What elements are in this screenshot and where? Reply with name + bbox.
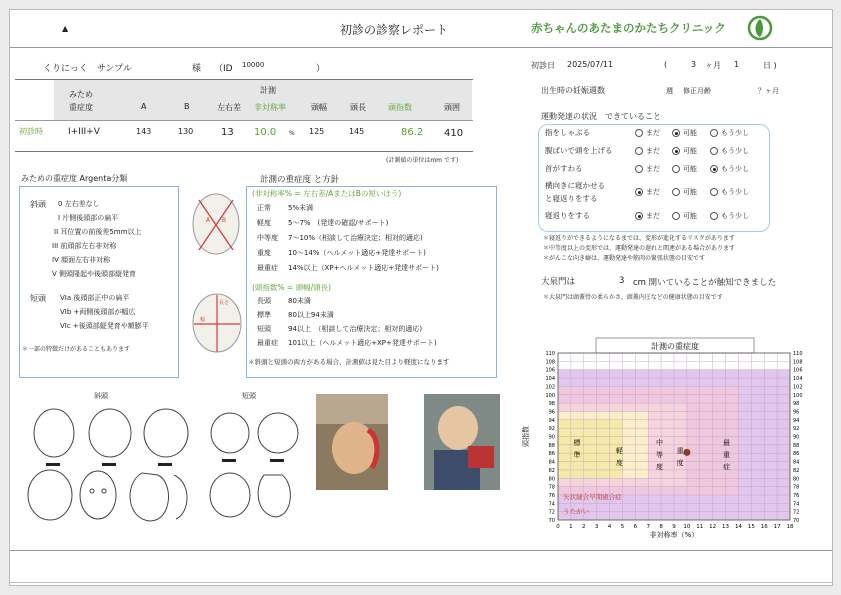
col-index: 頭指数 xyxy=(388,103,412,112)
radio-icon[interactable] xyxy=(710,165,718,173)
radio-icon[interactable] xyxy=(672,188,680,196)
dev-option-0-0[interactable] xyxy=(635,128,660,138)
col-mitame: みため xyxy=(69,90,93,99)
x-tick-4: 4 xyxy=(607,524,612,530)
dev-option-0-1[interactable] xyxy=(672,128,697,138)
zone-label-2-2: 度 xyxy=(655,462,663,471)
x-axis-label: 非対称率（%） xyxy=(649,531,699,539)
x-tick-11: 11 xyxy=(696,524,704,530)
radio-icon[interactable] xyxy=(672,129,680,137)
drawing-caption-tantou: 短頭 xyxy=(242,392,256,400)
dev-note-2: ＊がんこな向き癖は、運動発達や筋肉の緊張状態の目安です xyxy=(543,255,706,262)
age-day-unit: 日 ) xyxy=(763,61,777,70)
age-open: ( xyxy=(664,60,668,69)
index-term-0: 長頭 xyxy=(257,297,271,305)
zone-label-2-0: 中 xyxy=(655,438,663,447)
tantou-item-2: VIc +後頭部縦発育や額膨平 xyxy=(60,322,149,330)
asym-term-2: 中等度 xyxy=(257,234,278,242)
y-tick-left-2: 74 xyxy=(548,501,555,508)
x-tick-10: 10 xyxy=(683,524,691,530)
y-tick-right-19: 108 xyxy=(793,359,803,366)
photo-baby-profile xyxy=(424,394,500,490)
y-tick-left-12: 94 xyxy=(548,417,555,424)
keisoku-title: 計測の重症度 と方針 xyxy=(260,175,340,185)
gestation-label: 出生時の妊娠週数 xyxy=(541,86,605,95)
col-severity: 重症度 xyxy=(69,103,93,112)
zone-4 xyxy=(558,420,622,478)
dev-item-label-0: 指をしゃぶる xyxy=(545,128,590,137)
y-tick-left-20: 110 xyxy=(545,351,555,357)
dev-option-label: まだ xyxy=(646,212,660,220)
index-term-3: 最重症 xyxy=(257,339,278,347)
asym-term-1: 軽度 xyxy=(257,219,271,227)
radio-icon[interactable] xyxy=(635,129,643,137)
asym-desc-1: 5〜7% (発達の確認/サポート) xyxy=(288,219,389,227)
radio-icon[interactable] xyxy=(710,147,718,155)
y-tick-left-15: 100 xyxy=(545,392,555,399)
dev-option-label: もう少し xyxy=(721,147,749,155)
dev-option-1-2[interactable] xyxy=(710,146,749,156)
col-asym: 非対称率 xyxy=(254,103,286,112)
head-diagram-ab xyxy=(188,188,244,260)
radio-icon[interactable] xyxy=(672,212,680,220)
brachycephaly-drawing xyxy=(206,403,302,527)
zone-label-4-0: 最 xyxy=(722,438,730,447)
severity-chart xyxy=(518,328,818,542)
dev-note-0: ＊寝返りができるようになるまでは、変形が進化するリスクがあります xyxy=(543,235,735,242)
zone-label-3-1: 度 xyxy=(676,459,684,468)
fontanelle-label: 大泉門は xyxy=(541,277,576,287)
age-days: 1 xyxy=(734,60,740,69)
development-title: 運動発達の状況 できていること xyxy=(541,112,661,121)
annotation-line-1: 矢状縫合早期癒合症 xyxy=(563,493,622,502)
dev-item-label-4: 寝返りをする xyxy=(545,211,590,220)
shatou-label: 斜頭 xyxy=(30,200,46,209)
x-tick-3: 3 xyxy=(594,524,599,530)
radio-icon[interactable] xyxy=(635,212,643,220)
dev-option-label: まだ xyxy=(646,165,660,173)
dev-option-3-0[interactable] xyxy=(635,187,660,197)
drawing-caption-shatou: 斜頭 xyxy=(94,392,108,400)
shatou-item-2: II 耳位置の前後差5mm以上 xyxy=(54,228,142,236)
report-page xyxy=(9,9,833,586)
y-tick-right-10: 90 xyxy=(793,434,800,441)
radio-icon[interactable] xyxy=(635,147,643,155)
formula-1: (非対称率% = 左右差/AまたはBの短いほう) xyxy=(252,189,402,198)
index-desc-1: 80以上94未満 xyxy=(288,311,334,319)
dev-option-4-1[interactable] xyxy=(672,211,697,221)
asym-desc-4: 14%以上（XP+ヘルメット適応+発達サポート) xyxy=(288,264,439,272)
chart-title: 計測の重症度 xyxy=(651,342,699,351)
x-tick-7: 7 xyxy=(646,524,650,530)
y-tick-right-7: 84 xyxy=(793,459,800,466)
val-b: 130 xyxy=(178,127,194,136)
col-b: B xyxy=(184,102,190,111)
tantou-label: 短頭 xyxy=(30,294,46,303)
fontanelle-text: cm 開いていることが触知できました xyxy=(633,278,777,288)
dev-option-4-0[interactable] xyxy=(635,211,660,221)
corrected-label: 修正月齢 xyxy=(683,87,711,95)
asym-term-3: 重度 xyxy=(257,249,271,257)
zone-label-1-1: 度 xyxy=(616,459,623,468)
y-tick-right-15: 100 xyxy=(793,392,803,399)
dev-option-1-1[interactable] xyxy=(672,146,697,156)
y-tick-left-8: 86 xyxy=(548,451,555,458)
patient-id-close: ） xyxy=(316,64,326,74)
val-asym-unit: % xyxy=(289,130,295,137)
y-tick-left-17: 104 xyxy=(545,376,555,383)
dev-option-2-2[interactable] xyxy=(710,164,749,174)
y-tick-left-13: 96 xyxy=(548,409,555,416)
x-tick-14: 14 xyxy=(734,524,742,530)
x-tick-15: 15 xyxy=(747,524,755,530)
age-months: 3 xyxy=(691,60,697,69)
col-a: A xyxy=(141,102,147,111)
formula-2: (頭指数% = 頭幅/頭長) xyxy=(252,283,332,292)
shatou-item-0: 0 左右差なし xyxy=(58,200,100,208)
y-tick-left-4: 78 xyxy=(548,484,555,491)
zone-label-2-1: 等 xyxy=(655,450,663,459)
keisoku-note: ＊斜頭と短頭の両方がある場合、計測値は見た目より軽度になります xyxy=(248,358,450,366)
shatou-item-3: III 前頭部左右非対称 xyxy=(52,242,117,250)
y-tick-left-9: 88 xyxy=(548,442,555,449)
data-point xyxy=(683,449,690,456)
x-tick-8: 8 xyxy=(659,524,663,530)
age-month-unit: ヶ月 xyxy=(705,61,721,70)
x-tick-12: 12 xyxy=(709,524,717,530)
col-diff: 左右差 xyxy=(217,103,241,112)
y-tick-right-12: 94 xyxy=(793,417,800,424)
asym-term-4: 最重症 xyxy=(257,264,278,272)
y-tick-left-11: 92 xyxy=(548,426,555,433)
fontanelle-note: ＊大泉門は頭蓋骨の柔らかさ、頭蓋内圧などの健康状態の目安です xyxy=(543,294,723,301)
row-label: 初診時 xyxy=(19,127,43,136)
val-diff: 13 xyxy=(221,127,234,138)
col-keisoku: 計測 xyxy=(260,86,276,95)
tantou-item-1: VIb +両側後頭部が幅広 xyxy=(60,308,136,316)
dev-option-1-0[interactable] xyxy=(635,146,660,156)
y-tick-left-0: 70 xyxy=(548,518,555,524)
y-tick-right-11: 92 xyxy=(793,426,800,433)
shatou-item-5: V 側頭隆起や後頭部縦発育 xyxy=(52,270,137,278)
first-visit-date-label: 初診日 xyxy=(531,61,555,70)
dev-item-label-1: 腹ばいで頭を上げる xyxy=(545,146,613,155)
val-width: 125 xyxy=(309,127,325,136)
radio-icon[interactable] xyxy=(672,147,680,155)
x-tick-6: 6 xyxy=(633,524,638,530)
zone-label-1-0: 軽 xyxy=(616,447,623,456)
dev-option-label: 可能 xyxy=(683,212,697,220)
y-tick-right-9: 88 xyxy=(793,442,800,449)
x-tick-5: 5 xyxy=(620,524,625,530)
y-tick-left-19: 108 xyxy=(545,359,555,366)
dev-option-label: 可能 xyxy=(683,165,697,173)
table-top-line xyxy=(15,79,473,80)
zone-label-0-1: 準 xyxy=(573,450,581,459)
radio-icon[interactable] xyxy=(710,129,718,137)
dev-option-label: まだ xyxy=(646,147,660,155)
y-tick-right-16: 102 xyxy=(793,384,803,391)
dev-option-0-2[interactable] xyxy=(710,128,749,138)
y-tick-right-17: 104 xyxy=(793,376,803,383)
index-term-1: 標準 xyxy=(257,311,271,319)
shatou-item-1: I 片側後頭部の扁平 xyxy=(58,214,119,222)
table-bottom-line xyxy=(15,151,473,152)
col-width: 頭幅 xyxy=(311,103,327,112)
y-tick-right-14: 98 xyxy=(793,401,800,408)
asym-desc-0: 5%未満 xyxy=(288,204,314,212)
y-tick-left-10: 90 xyxy=(548,434,555,441)
first-visit-date: 2025/07/11 xyxy=(567,60,614,69)
index-desc-0: 80未満 xyxy=(288,297,311,305)
head-diagram-index xyxy=(190,290,244,356)
index-term-2: 短頭 xyxy=(257,325,271,333)
clinic-name: 赤ちゃんのあたまのかたちクリニック xyxy=(531,21,726,35)
patient-honorific: 様 xyxy=(192,64,202,74)
diagram-width-label: 幅 xyxy=(200,317,206,323)
dev-option-label: 可能 xyxy=(683,129,697,137)
y-axis-label: 頭指数 xyxy=(522,426,530,447)
y-tick-right-20: 110 xyxy=(793,351,803,357)
x-tick-18: 18 xyxy=(786,524,794,530)
y-tick-right-13: 96 xyxy=(793,409,800,416)
x-tick-1: 1 xyxy=(569,524,573,530)
val-length: 145 xyxy=(349,127,365,136)
dev-option-label: もう少し xyxy=(721,129,749,137)
index-desc-3: 101以上（ヘルメット適応+XP+発達サポート) xyxy=(288,339,437,347)
dev-option-3-1[interactable] xyxy=(672,187,697,197)
zone-label-0-0: 標 xyxy=(573,438,581,447)
dev-item-label-2: 首がすわる xyxy=(545,164,583,173)
y-tick-left-6: 82 xyxy=(548,467,555,474)
col-length: 頭長 xyxy=(350,103,366,112)
y-tick-left-18: 106 xyxy=(545,367,555,374)
bottom-divider-2 xyxy=(10,582,832,583)
dev-option-label: 可能 xyxy=(683,147,697,155)
bottom-divider xyxy=(10,550,832,551)
x-tick-16: 16 xyxy=(760,524,768,530)
zone-label-4-2: 症 xyxy=(722,462,730,471)
dev-option-label: もう少し xyxy=(721,212,749,220)
y-tick-right-5: 80 xyxy=(793,476,800,483)
x-tick-0: 0 xyxy=(556,524,560,530)
zone-label-4-1: 重 xyxy=(722,450,730,459)
dev-option-3-2[interactable] xyxy=(710,187,749,197)
radio-icon[interactable] xyxy=(710,212,718,220)
y-tick-right-1: 72 xyxy=(793,509,800,516)
x-tick-17: 17 xyxy=(773,524,781,530)
header-divider xyxy=(10,47,832,48)
y-tick-left-1: 72 xyxy=(548,509,555,516)
clinic-logo xyxy=(746,14,774,42)
dev-option-label: まだ xyxy=(646,188,660,196)
table-mid-line xyxy=(15,120,473,121)
dev-option-label: 可能 xyxy=(683,188,697,196)
x-tick-2: 2 xyxy=(582,524,586,530)
dev-item-label-3-2: と寝返りをする xyxy=(545,194,598,203)
val-index: 86.2 xyxy=(401,127,424,138)
plagiocephaly-drawing xyxy=(24,403,196,527)
argenta-title: みための重症度 Argenta分類 xyxy=(21,174,128,183)
dev-option-2-1[interactable] xyxy=(672,164,697,174)
shatou-item-4: IV 顔面左右非対称 xyxy=(52,256,111,264)
y-tick-right-8: 86 xyxy=(793,451,800,458)
radio-icon[interactable] xyxy=(635,188,643,196)
corrected-value: ？ヶ月 xyxy=(758,87,779,95)
dev-option-2-0[interactable] xyxy=(635,164,660,174)
y-tick-right-0: 70 xyxy=(793,518,800,524)
dev-option-label: もう少し xyxy=(721,165,749,173)
diagram-a-label: A xyxy=(206,217,211,224)
radio-icon[interactable] xyxy=(710,188,718,196)
y-tick-left-14: 98 xyxy=(548,401,555,408)
diagram-b-label: B xyxy=(222,217,227,224)
y-tick-right-6: 82 xyxy=(793,467,800,474)
val-circ: 410 xyxy=(444,128,464,139)
y-tick-right-3: 76 xyxy=(793,492,800,499)
fontanelle-value: 3 xyxy=(619,276,625,286)
col-circ: 頭囲 xyxy=(444,103,460,112)
y-tick-left-16: 102 xyxy=(545,384,555,391)
dev-note-1: ＊中等度以上の変形では、運動発達の遅れと関連がある場合があります xyxy=(543,245,736,252)
y-tick-right-2: 74 xyxy=(793,501,800,508)
diagram-length-label: 長さ xyxy=(219,300,230,306)
y-tick-left-7: 84 xyxy=(548,459,555,466)
patient-id-label: （ID xyxy=(214,64,233,74)
patient-name: くりにっく サンプル xyxy=(43,64,133,74)
val-a: 143 xyxy=(136,127,152,136)
page-title: 初診の診察レポート xyxy=(340,23,449,37)
asym-desc-3: 10〜14%（ヘルメット適応+発達サポート) xyxy=(288,249,426,257)
dev-option-4-2[interactable] xyxy=(710,211,749,221)
dev-option-label: もう少し xyxy=(721,188,749,196)
tantou-item-0: VIa 後頭部正中の扁平 xyxy=(60,294,130,302)
y-tick-left-5: 80 xyxy=(548,476,555,483)
dev-option-label: まだ xyxy=(646,129,660,137)
radio-icon[interactable] xyxy=(672,165,680,173)
unit-note: (計測値の単位はmm です) xyxy=(386,157,459,164)
severity-value: I+III+V xyxy=(68,127,100,137)
annotation-line-2: うたがい xyxy=(563,507,590,516)
x-tick-9: 9 xyxy=(672,524,676,530)
index-desc-2: 94以上 （相談して治療決定；相対的適応) xyxy=(288,325,423,333)
dev-item-label-3-1: 横向きに寝かせる xyxy=(545,181,605,190)
home-icon[interactable]: ▲ xyxy=(62,24,69,33)
photo-head-top xyxy=(316,394,388,490)
asym-desc-2: 7〜10%（相談して治療決定；相対的適応) xyxy=(288,234,423,242)
y-tick-right-18: 106 xyxy=(793,367,803,374)
radio-icon[interactable] xyxy=(635,165,643,173)
y-tick-right-4: 78 xyxy=(793,484,800,491)
x-tick-13: 13 xyxy=(722,524,730,530)
zone-label-3-0: 重 xyxy=(676,447,684,456)
y-tick-left-3: 76 xyxy=(548,492,555,499)
gestation-week-unit: 週 xyxy=(666,87,673,95)
val-asym: 10.0 xyxy=(254,127,277,138)
asym-term-0: 正常 xyxy=(257,204,271,212)
patient-id-value: 10000 xyxy=(242,61,265,69)
argenta-note: ＊一部の特徴だけがあることもあります xyxy=(22,346,131,353)
